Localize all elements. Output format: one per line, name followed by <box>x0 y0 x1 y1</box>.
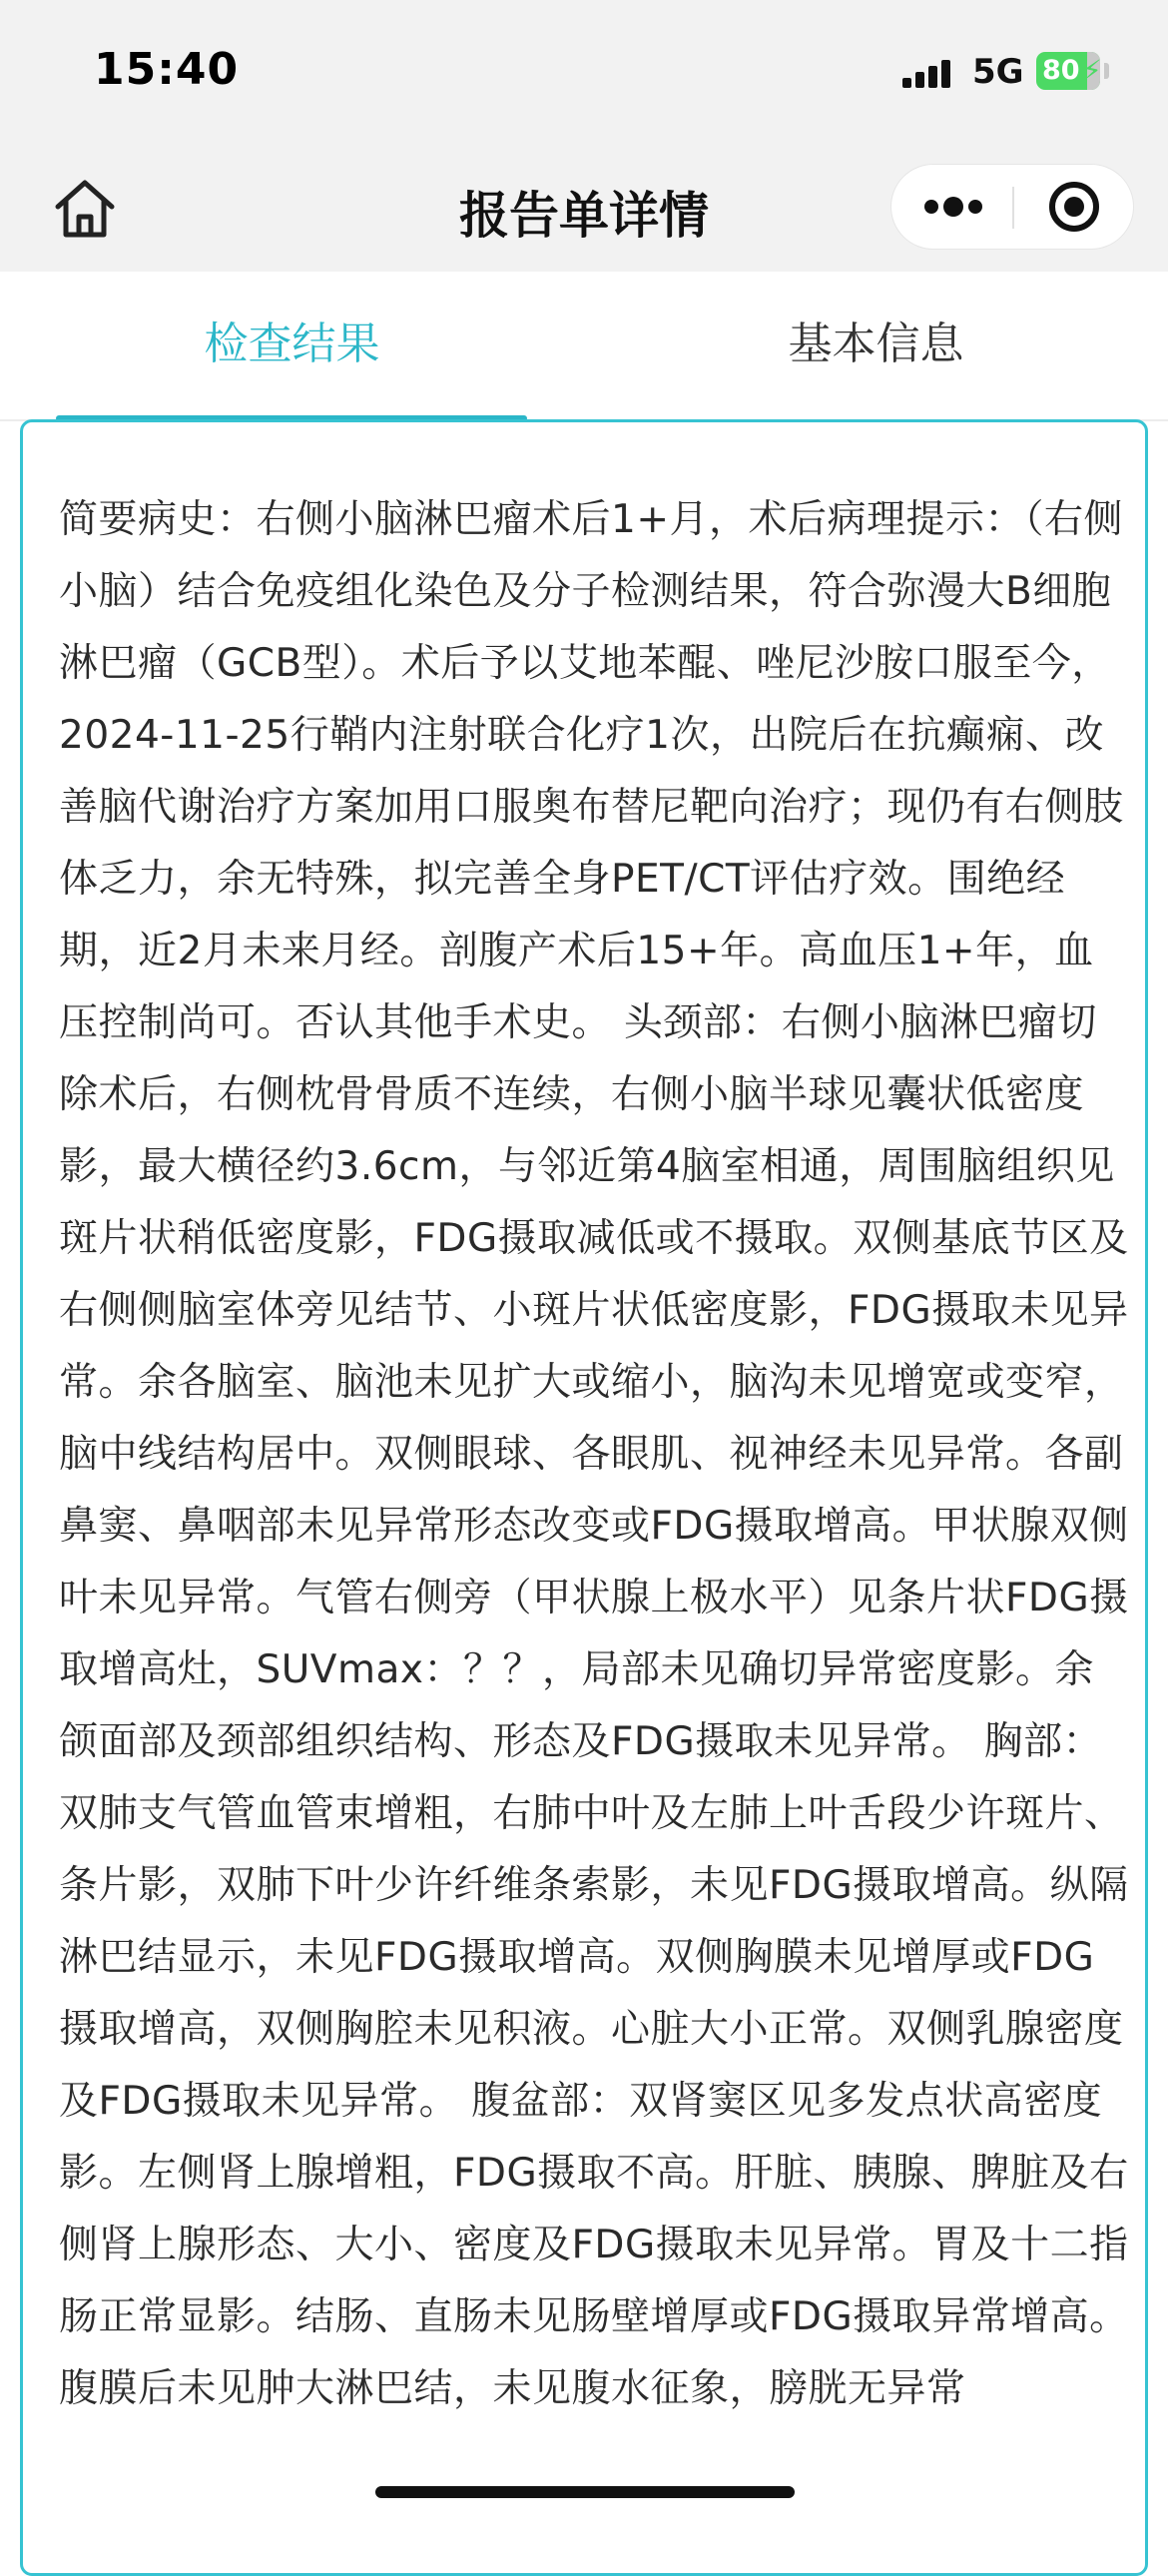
page-title: 报告单详情 <box>459 187 709 245</box>
tab-bar <box>0 272 1168 419</box>
report-card[interactable] <box>20 419 1148 2576</box>
header-area <box>0 0 1168 272</box>
target-close-icon <box>1014 165 1133 249</box>
more-dots-icon <box>891 165 1012 249</box>
status-bar <box>0 0 1168 140</box>
more-button[interactable] <box>891 165 1012 249</box>
battery-percent: 80 <box>1042 55 1080 86</box>
home-indicator <box>375 2486 795 2498</box>
close-miniprogram-button[interactable] <box>1014 165 1133 249</box>
charging-bolt-icon: ⚡ <box>1082 54 1102 87</box>
navigation-bar <box>0 140 1168 272</box>
tab-exam-results[interactable]: 检查结果 <box>204 319 380 369</box>
mini-program-capsule <box>890 164 1134 250</box>
network-type: 5G <box>972 52 1024 92</box>
signal-strength-icon <box>902 58 958 88</box>
status-time: 15:40 <box>94 44 240 95</box>
tab-basic-info[interactable]: 基本信息 <box>788 319 964 369</box>
battery-tip <box>1104 63 1109 79</box>
report-findings-text: 简要病史：右侧小脑淋巴瘤术后1+月，术后病理提示：（右侧小脑）结合免疫组化染色及分子检测结果，符合弥漫大B细胞淋巴瘤（GCB型）。术后予以艾地苯醌、唑尼沙胺口服至今，2024-11-25行鞘内注射联合化疗1次，出院后在抗癫痫、改善脑代谢治疗方案加用口服奥布替尼靶向治疗；现仍有右侧肢体乏力，余无特殊，拟完善全身PET/CT评估疗效。围绝经期，近2月未来月经。剖腹产术后15+年。高血压1+年，血压控制尚可。否认其他手术史。 头颈部：右侧小脑淋巴瘤切除术后，右侧枕骨骨质不连续，右侧小脑半球见囊状低密度影，最大横径约3.6cm，与邻近第4脑室相通，周围脑组织见斑片状稍低密度影，FDG摄取减低或不摄取。双侧基底节区及右侧侧脑室体旁见结节、小斑片状低密度影，FDG摄取未见异常。余各脑室、脑池未见扩大或缩小，脑沟未见增宽或变窄，脑中线结构居中。双侧眼球、各眼肌、视神经未见异常。各副鼻窦、鼻咽部未见异常形态改变或FDG摄取增高。甲状腺双侧叶未见异常。气管右侧旁（甲状腺上极水平）见条片状FDG摄取增高灶，SUVmax：？？，局部未见确切异常密度影。余颌面部及颈部组织结构、形态及FDG摄取未见异常。 胸部：双肺支气管血管束增粗，右肺中叶及左肺上叶舌段少许斑片、条片影，双肺下叶少许纤维条索影，未见FDG摄取增高。纵隔淋巴结显示，未见FDG摄取增高。双侧胸膜未见增厚或FDG摄取增高，双侧胸腔未见积液。心脏大小正常。双侧乳腺密度及FDG摄取未见异常。 腹盆部：双肾窦区见多发点状高密度影。左侧肾上腺增粗，FDG摄取不高。肝脏、胰腺、脾脏及右侧肾上腺形态、大小、密度及FDG摄取未见异常。胃及十二指肠正常显影。结肠、直肠未见肠壁增厚或FDG摄取异常增高。腹膜后未见肿大淋巴结，未见腹水征象，膀胱无异常 <box>59 497 1129 2411</box>
